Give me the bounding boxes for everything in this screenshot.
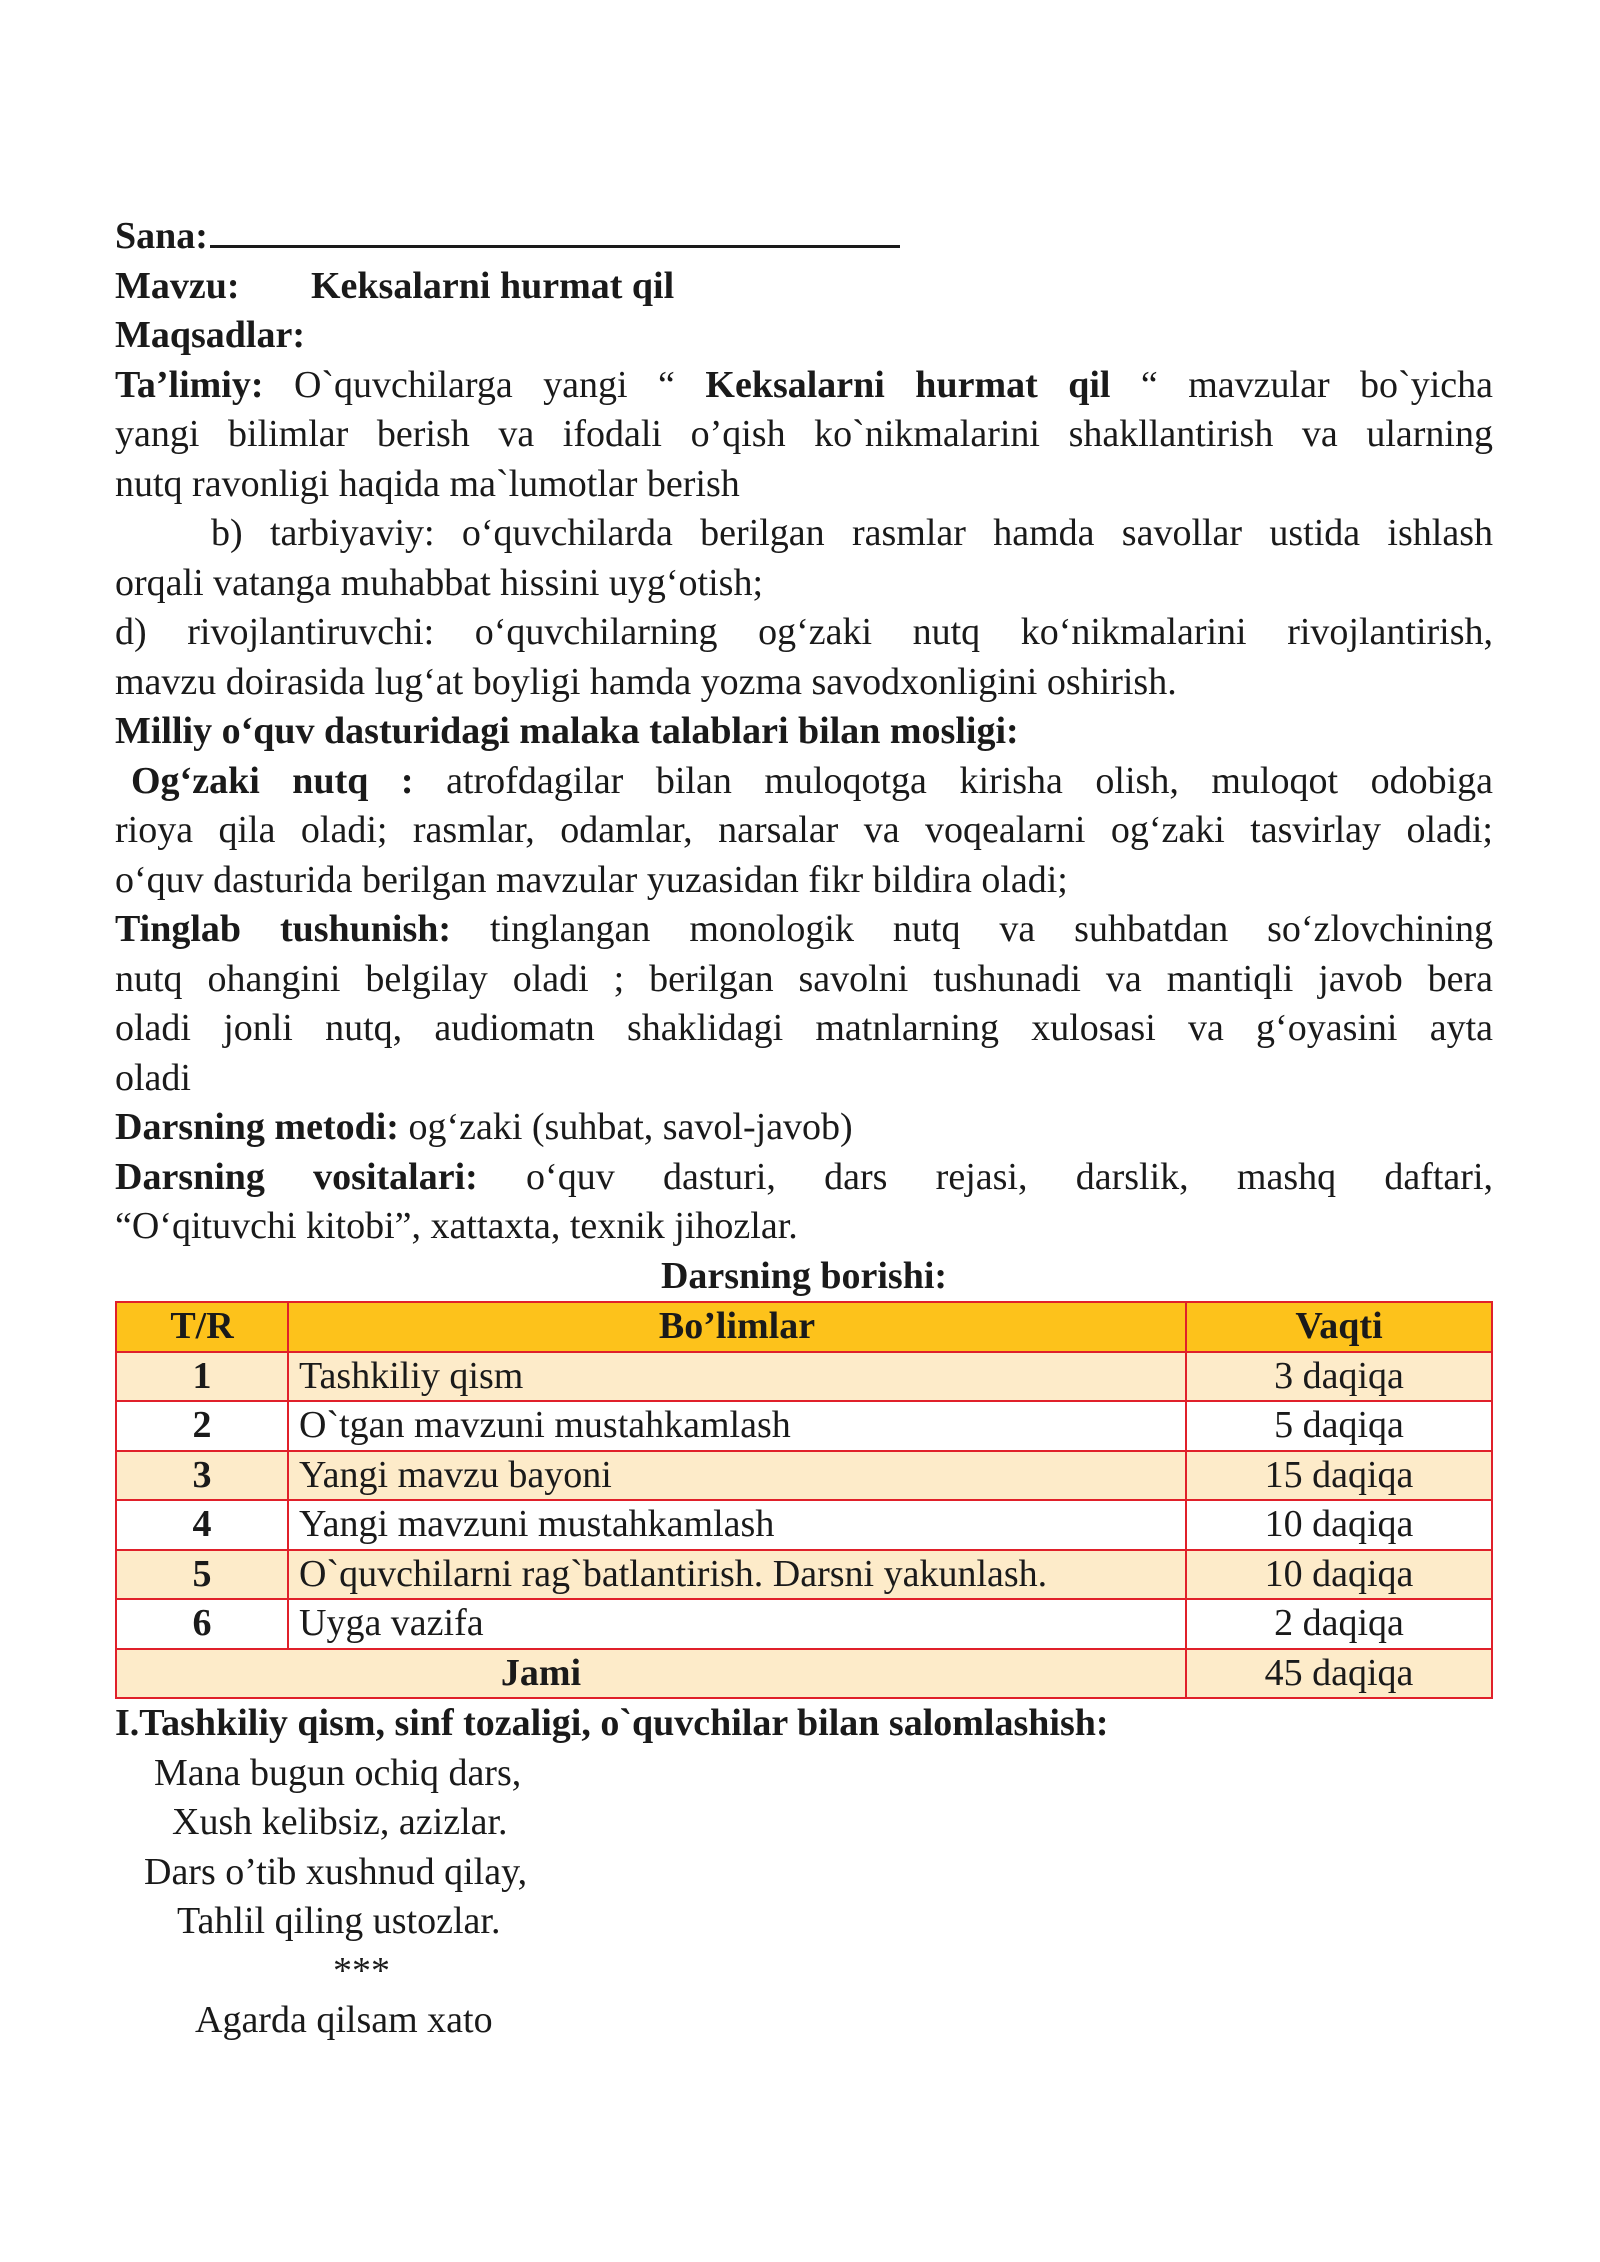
date-blank	[210, 213, 900, 248]
topic-label: Mavzu:	[115, 264, 240, 307]
goals-heading: Maqsadlar:	[115, 314, 305, 356]
tools-line2: “O‘qituvchi kitobi”, xattaxta, texnik jihozlar.	[115, 1205, 798, 1247]
col-header-number: T/R	[116, 1302, 288, 1352]
poem-line: Tahlil qiling ustozlar.	[177, 1900, 501, 1942]
educational-goal-line2: yangi bilimlar berish va ifodali o’qish ko`nikmalarini shakllantirish va ularning	[115, 413, 1493, 455]
table-row: 5 O`quvchilarni rag`batlantirish. Darsni yakunlash. 10 daqiqa	[116, 1550, 1492, 1600]
total-time: 45 daqiqa	[1186, 1649, 1492, 1699]
total-label: Jami	[116, 1649, 1186, 1699]
curriculum-heading: Milliy o‘quv dasturidagi malaka talablari bilan mosligi:	[115, 710, 1019, 752]
listening-line3: oladi jonli nutq, audiomatn shaklidagi matnlarning xulosasi va g‘oyasini ayta	[115, 1007, 1493, 1049]
poem-line: Dars o’tib xushnud qilay,	[144, 1850, 528, 1893]
lesson-plan-page	[115, 212, 1493, 2046]
developmental-goal-line2: mavzu doirasida lug‘at boyligi hamda yozma savodxonligini oshirish.	[115, 660, 1177, 703]
table-row: 4 Yangi mavzuni mustahkamlash 10 daqiqa	[116, 1500, 1492, 1550]
listening-line4: oladi	[115, 1056, 191, 1099]
topic-value: Keksalarni hurmat qil	[311, 264, 675, 307]
table-row: 1 Tashkiliy qism 3 daqiqa	[116, 1352, 1492, 1402]
topic-line	[115, 262, 1493, 312]
oral-speech-line1: Og‘zaki nutq : atrofdagilar bilan muloqotga kirisha olish, muloqot odobiga	[131, 759, 1493, 802]
table-row: 3 Yangi mavzu bayoni 15 daqiqa	[116, 1451, 1492, 1501]
listening-line2: nutq ohangini belgilay oladi ; berilgan savolni tushunadi va mantiqli javob bera	[115, 957, 1493, 1000]
lesson-flow-heading: Darsning borishi:	[660, 1254, 948, 1297]
listening-line1: Tinglab tushunish: tinglangan monologik nutq va suhbatdan so‘zlovchining	[115, 908, 1493, 950]
table-total-row	[116, 1649, 1492, 1699]
col-header-sections: Bo’limlar	[288, 1302, 1186, 1352]
table-header-row	[116, 1302, 1492, 1352]
developmental-goal-line1: d) rivojlantiruvchi: o‘quvchilarning og‘zaki nutq ko‘nikmalarini rivojlantirish,	[115, 611, 1493, 653]
method-label: Darsning metodi:	[115, 1106, 399, 1148]
oral-speech-line2: rioya qila oladi; rasmlar, odamlar, narsalar va voqealarni og‘zaki tasvirlay oladi;	[115, 809, 1493, 851]
date-line	[115, 212, 1493, 262]
poem-line: Mana bugun ochiq dars,	[154, 1751, 522, 1794]
col-header-time: Vaqti	[1186, 1302, 1492, 1352]
table-row: 6 Uyga vazifa 2 daqiqa	[116, 1599, 1492, 1649]
educational-goal-topic: Keksalarni hurmat qil	[705, 363, 1111, 406]
method-line	[115, 1103, 1493, 1153]
poem-line: Xush kelibsiz, azizlar.	[172, 1801, 508, 1843]
poem-line: Agarda qilsam xato	[195, 1999, 493, 2041]
listening-label: Tinglab tushunish:	[115, 908, 452, 950]
table-row: 2 O`tgan mavzuni mustahkamlash 5 daqiqa	[116, 1401, 1492, 1451]
poem-separator: ***	[333, 1949, 390, 1992]
method-value: og‘zaki (suhbat, savol-javob)	[398, 1106, 853, 1148]
tools-line1: Darsning vositalari: o‘quv dasturi, dars rejasi, darslik, mashq daftari,	[115, 1155, 1494, 1198]
oral-speech-line3: o‘quv dasturida berilgan mavzular yuzasidan fikr bildira oladi;	[115, 858, 1068, 901]
upbringing-goal-line1: b) tarbiyaviy: o‘quvchilarda berilgan rasmlar hamda savollar ustida ishlash	[211, 512, 1493, 554]
oral-speech-label: Og‘zaki nutq :	[131, 759, 414, 802]
educational-goal-label: Ta’limiy:	[115, 363, 264, 406]
educational-goal-line1: Ta’limiy: O`quvchilarga yangi “ Keksalarni hurmat qil “ mavzular bo`yicha	[115, 363, 1493, 406]
organizational-part-heading: I.Tashkiliy qism, sinf tozaligi, o`quvchilar bilan salomlashish:	[115, 1702, 1109, 1744]
date-label: Sana:	[115, 215, 208, 257]
educational-goal-line3: nutq ravonligi haqida ma`lumotlar berish	[115, 462, 740, 505]
upbringing-goal-line2: orqali vatanga muhabbat hissini uyg‘otish;	[115, 561, 764, 604]
tools-label: Darsning vositalari:	[115, 1155, 478, 1198]
lesson-plan-table	[115, 1301, 1493, 1699]
